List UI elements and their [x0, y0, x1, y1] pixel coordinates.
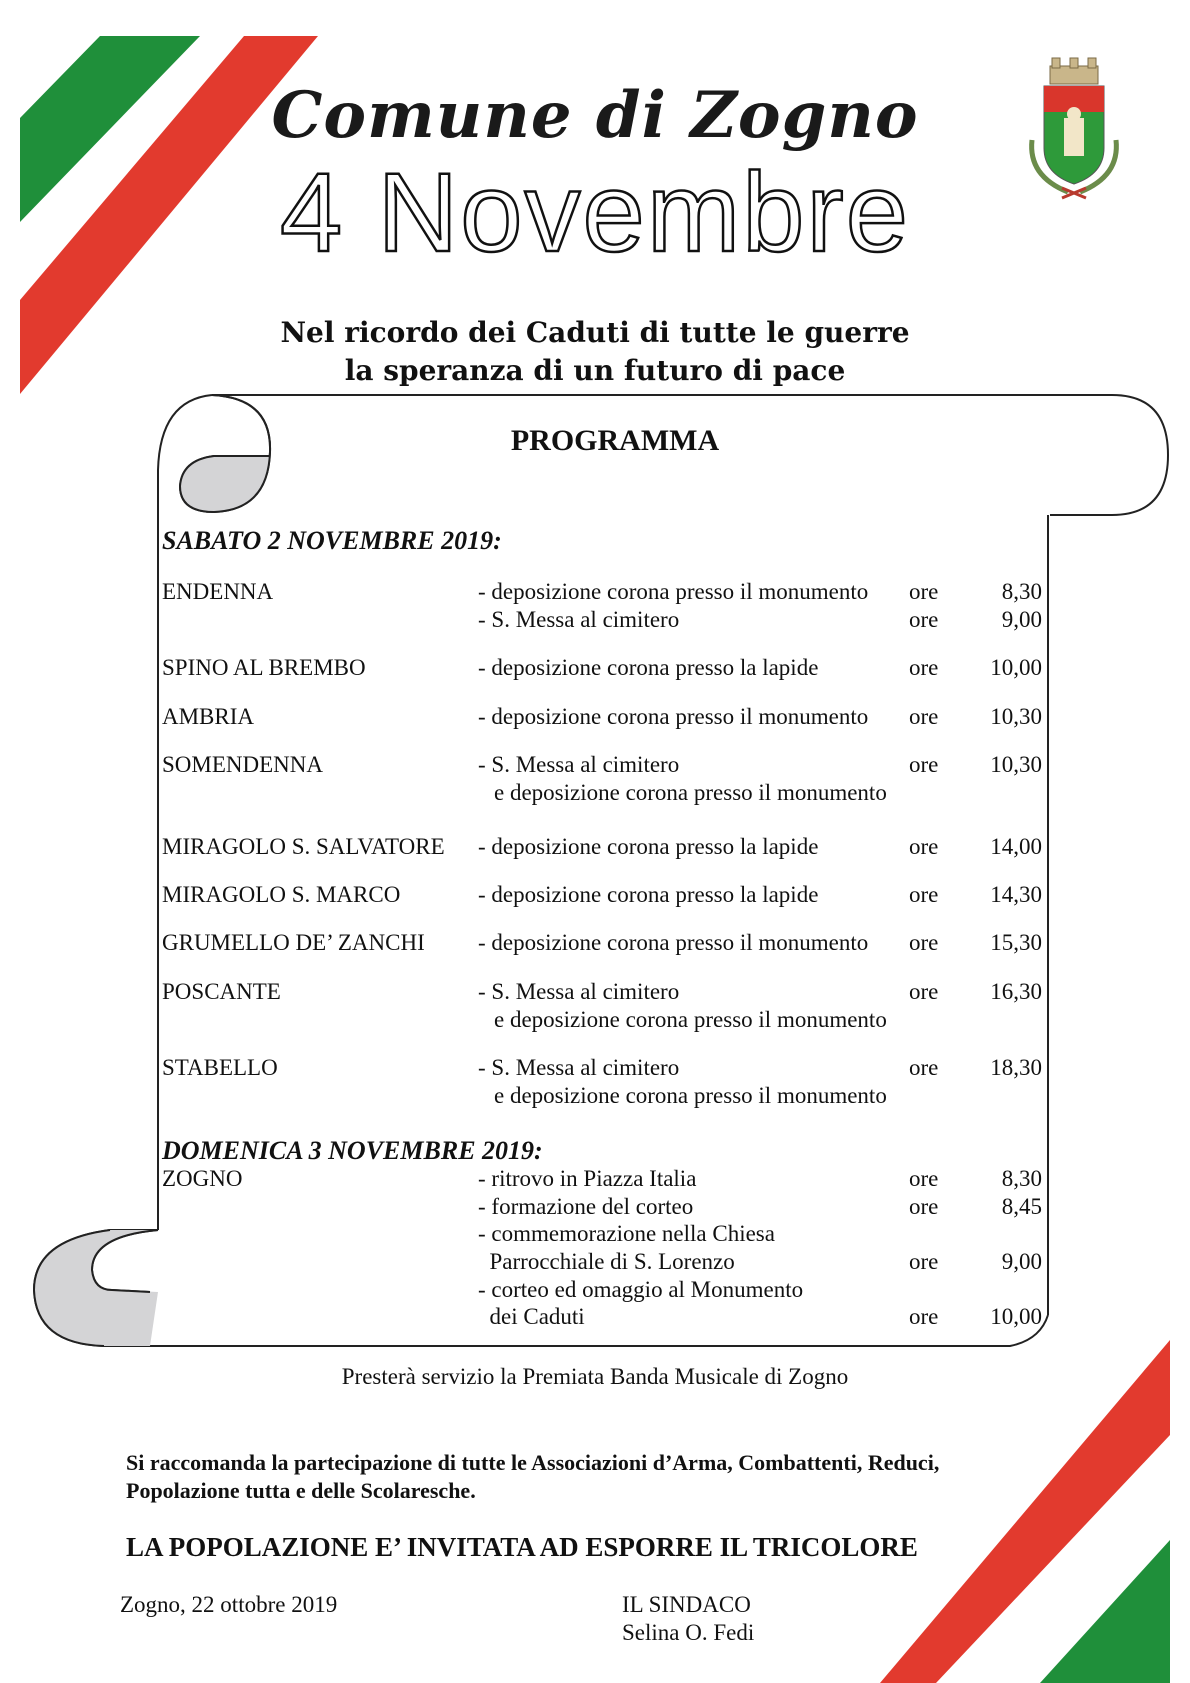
time: 8,30 — [1001, 579, 1042, 604]
place-and-date: Zogno, 22 ottobre 2019 — [120, 1592, 338, 1617]
activity: Parrocchiale di S. Lorenzo — [478, 1249, 735, 1274]
ore-label: ore — [909, 834, 939, 859]
activity: - deposizione corona presso la lapide — [478, 655, 819, 680]
ore-label: ore — [909, 1249, 939, 1274]
day-heading: SABATO 2 NOVEMBRE 2019: — [162, 526, 502, 555]
subtitle-line-2: la speranza di un futuro di pace — [344, 354, 846, 387]
activity: - ritrovo in Piazza Italia — [478, 1166, 697, 1191]
activity-continued: e deposizione corona presso il monumento — [494, 1007, 887, 1032]
ore-label: ore — [909, 752, 939, 777]
activity-continued: e deposizione corona presso il monumento — [494, 1083, 887, 1108]
place-name: MIRAGOLO S. SALVATORE — [162, 834, 445, 859]
recommend-line-1: Si raccomanda la partecipazione di tutte le Associazioni d’Arma, Combattenti, Reduci, — [126, 1450, 940, 1475]
band-note: Presterà servizio la Premiata Banda Musicale di Zogno — [341, 1364, 849, 1389]
time: 9,00 — [1001, 607, 1042, 632]
activity: - formazione del corteo — [478, 1194, 694, 1219]
activity: - S. Messa al cimitero — [478, 607, 680, 632]
place-name: ZOGNO — [162, 1166, 243, 1191]
time: 15,30 — [990, 930, 1042, 955]
page-title: Comune di Zogno — [271, 78, 919, 153]
activity: - S. Messa al cimitero — [478, 752, 680, 777]
ore-label: ore — [909, 1194, 939, 1219]
program-heading: PROGRAMMA — [510, 424, 720, 457]
time: 16,30 — [990, 979, 1042, 1004]
event-date-title: 4 Novembre — [279, 150, 911, 275]
tricolore-notice: LA POPOLAZIONE E’ INVITATA AD ESPORRE IL TRICOLORE — [126, 1532, 918, 1562]
activity: - deposizione corona presso la lapide — [478, 882, 819, 907]
activity: - deposizione corona presso la lapide — [478, 834, 819, 859]
time: 18,30 — [990, 1055, 1042, 1080]
signature-name: Selina O. Fedi — [622, 1620, 755, 1645]
place-name: STABELLO — [162, 1055, 278, 1080]
ore-label: ore — [909, 607, 939, 632]
activity: - S. Messa al cimitero — [478, 1055, 680, 1080]
time: 14,00 — [990, 834, 1042, 859]
place-name: SOMENDENNA — [162, 752, 323, 777]
recommend-line-2: Popolazione tutta e delle Scolaresche. — [126, 1478, 476, 1503]
ore-label: ore — [909, 979, 939, 1004]
time: 10,00 — [990, 1304, 1042, 1329]
activity: dei Caduti — [478, 1304, 585, 1329]
activity-continued: e deposizione corona presso il monumento — [494, 780, 887, 805]
activity: - deposizione corona presso il monumento — [478, 579, 869, 604]
place-name: GRUMELLO DE’ ZANCHI — [162, 930, 425, 955]
signature-title: IL SINDACO — [622, 1592, 751, 1617]
activity: - commemorazione nella Chiesa — [478, 1221, 775, 1246]
place-name: SPINO AL BREMBO — [162, 655, 366, 680]
time: 8,45 — [1001, 1194, 1042, 1219]
ore-label: ore — [909, 930, 939, 955]
subtitle-line-1: Nel ricordo dei Caduti di tutte le guerre — [280, 316, 910, 349]
place-name: AMBRIA — [162, 704, 255, 729]
ore-label: ore — [909, 655, 939, 680]
time: 8,30 — [1001, 1166, 1042, 1191]
ore-label: ore — [909, 1055, 939, 1080]
time: 10,30 — [990, 704, 1042, 729]
ore-label: ore — [909, 704, 939, 729]
time: 10,30 — [990, 752, 1042, 777]
place-name: MIRAGOLO S. MARCO — [162, 882, 401, 907]
activity: - corteo ed omaggio al Monumento — [478, 1277, 804, 1302]
activity: - deposizione corona presso il monumento — [478, 704, 869, 729]
time: 9,00 — [1001, 1249, 1042, 1274]
time: 10,00 — [990, 655, 1042, 680]
place-name: ENDENNA — [162, 579, 274, 604]
activity: - deposizione corona presso il monumento — [478, 930, 869, 955]
day-heading: DOMENICA 3 NOVEMBRE 2019: — [162, 1136, 543, 1165]
activity: - S. Messa al cimitero — [478, 979, 680, 1004]
ore-label: ore — [909, 1166, 939, 1191]
ore-label: ore — [909, 1304, 939, 1329]
ore-label: ore — [909, 579, 939, 604]
time: 14,30 — [990, 882, 1042, 907]
ore-label: ore — [909, 882, 939, 907]
place-name: POSCANTE — [162, 979, 281, 1004]
